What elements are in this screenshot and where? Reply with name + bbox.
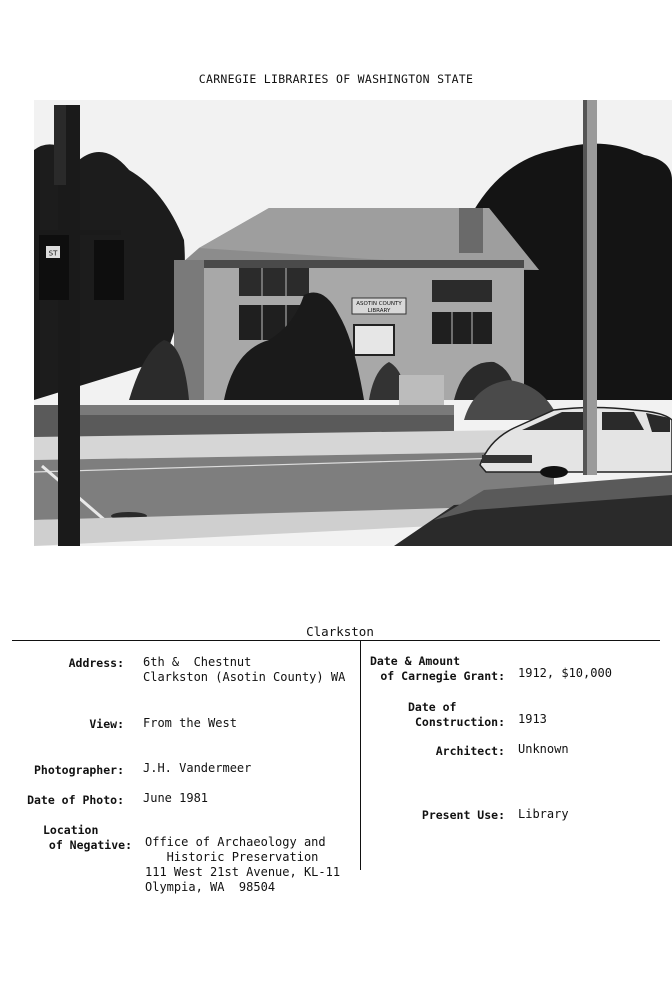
page-title: CARNEGIE LIBRARIES OF WASHINGTON STATE bbox=[198, 72, 474, 86]
grant-value: 1912, $10,000 bbox=[518, 666, 612, 680]
city-name: Clarkston bbox=[306, 624, 374, 639]
library-sign-line2: LIBRARY bbox=[367, 308, 391, 314]
architect-label: Architect: bbox=[435, 744, 505, 758]
view-value: From the West bbox=[143, 716, 237, 730]
view-label: View: bbox=[89, 717, 124, 731]
street-sign: ST bbox=[48, 249, 58, 258]
negative-line4: Olympia, WA 98504 bbox=[145, 880, 276, 894]
date-of-photo-value: June 1981 bbox=[143, 791, 209, 805]
address-line2: Clarkston (Asotin County) WA bbox=[143, 670, 346, 684]
grant-label-line2: of Carnegie Grant: bbox=[380, 669, 505, 683]
address-line1: 6th & Chestnut bbox=[143, 655, 252, 669]
negative-line3: 111 West 21st Avenue, KL-11 bbox=[145, 865, 341, 879]
library-sign-line1: ASOTIN COUNTY bbox=[356, 301, 402, 307]
date-of-photo-label: Date of Photo: bbox=[27, 793, 124, 807]
negative-line2: Historic Preservation bbox=[145, 850, 319, 864]
library-photograph bbox=[34, 100, 672, 546]
table-rule bbox=[12, 640, 660, 641]
column-divider bbox=[360, 640, 361, 870]
address-label: Address: bbox=[68, 656, 124, 670]
present-use-label: Present Use: bbox=[421, 808, 505, 822]
photographer-label: Photographer: bbox=[33, 763, 124, 777]
photographer-value: J.H. Vandermeer bbox=[143, 761, 252, 775]
negative-line1: Office of Archaeology and bbox=[145, 835, 326, 849]
construction-label-line1: Date of bbox=[408, 700, 457, 714]
construction-value: 1913 bbox=[518, 712, 547, 726]
grant-label-line1: Date & Amount bbox=[370, 654, 461, 668]
negative-label-line1: Location bbox=[43, 823, 99, 837]
negative-label-line2: of Negative: bbox=[48, 838, 132, 852]
construction-label-line2: Construction: bbox=[414, 715, 505, 729]
present-use-value: Library bbox=[518, 807, 569, 821]
architect-value: Unknown bbox=[518, 742, 569, 756]
